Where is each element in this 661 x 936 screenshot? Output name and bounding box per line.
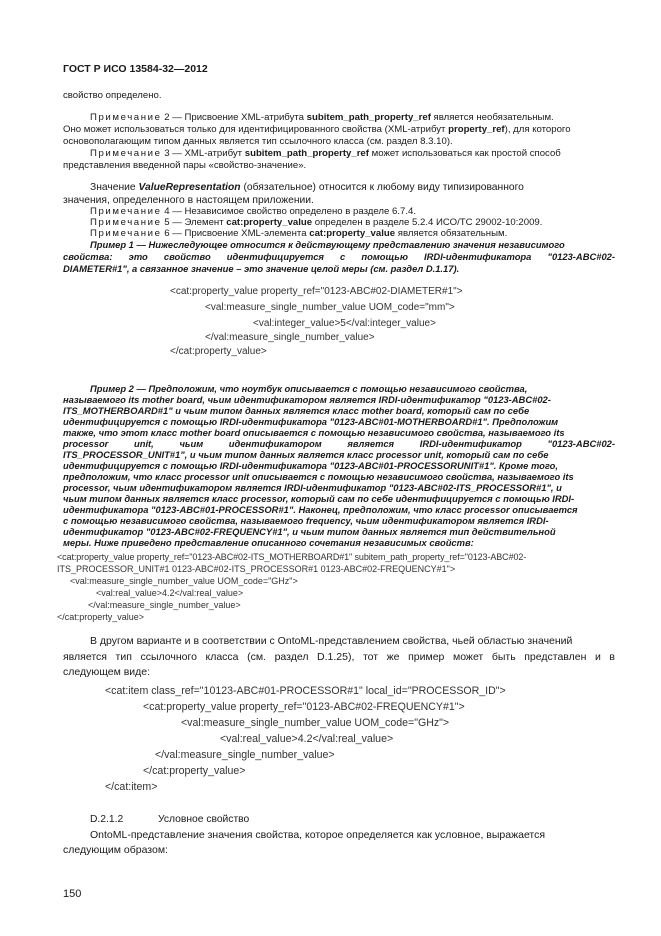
document-header-title: ГОСТ Р ИСО 13584-32—2012 xyxy=(63,63,208,75)
code-line: </val:measure_single_number_value> xyxy=(205,332,375,343)
code-line: <val:real_value>4.2</val:real_value> xyxy=(96,588,244,598)
paragraph-line: следующем виде: xyxy=(63,666,151,678)
paragraph-line: В другом варианте и в соответствии с OntoML-представлением свойства, чьей областью значений xyxy=(90,635,573,647)
example-2-line: ITS_MOTHERBOARD#1" и чьим типом данных является класс mother board, который сам по себе xyxy=(63,405,530,416)
code-line: <val:real_value>4.2</val:real_value> xyxy=(220,733,394,745)
code-line: </cat:property_value> xyxy=(57,612,145,622)
paragraph-line: OntoML-представление значения свойства, которое определяется как условное, выражается xyxy=(90,829,546,841)
code-line: <cat:property_value property_ref="0123-ABC#02-ITS_MOTHERBOARD#1" subitem_path_property_ref="0123-ABC#02- xyxy=(57,552,527,562)
section-title: Условное свойство xyxy=(158,814,250,825)
code-line: </cat:item> xyxy=(105,781,158,793)
example-2-line: идентификатор "0123-ABC#02-FREQUENCY#1", и чьим типом данных является тип действительной xyxy=(63,526,556,537)
note-5: Примечание 5 — Элемент cat:property_value определен в разделе 5.2.4 ИСО/ТС 29002-10:2009. xyxy=(90,217,543,228)
example-2-line: Пример 2 — Предположим, что ноутбук описывается с помощью независимого свойства, xyxy=(90,383,528,394)
example-2-line: с помощью независимого свойства, называемого frequency, чьим идентификатором является IRDI- xyxy=(63,515,549,526)
note-3-line-1: Примечание 3 — XML-атрибут subitem_path_property_ref может использоваться как простой способ xyxy=(90,148,561,159)
example-2-line: идентифицируется с помощью IRDI-идентификатора "0123-ABC#01-PROCESSORUNIT#1". Кроме того, xyxy=(63,460,558,471)
code-line: </cat:property_value> xyxy=(170,346,267,357)
code-line: <cat:property_value property_ref="0123-ABC#02-DIAMETER#1"> xyxy=(170,286,463,297)
code-line: <val:integer_value>5</val:integer_value> xyxy=(253,318,436,329)
example-1-line-2: свойства: это свойство идентифицируется с помощью IRDI-идентификатора "0123-ABC#02- xyxy=(63,251,615,262)
value-representation-line-2: значения, определенного в настоящем приложении. xyxy=(63,195,314,206)
example-2-line: ITS_PROCESSOR_UNIT#1", и чьим типом данных является класс processor unit, который сам по себе xyxy=(63,449,549,460)
note-2-line-2: Оно может использоваться только для идентифицированного свойства (XML-атрибут property_ref), для которого xyxy=(63,124,571,135)
code-line: <val:measure_single_number_value UOM_code="GHz"> xyxy=(70,576,298,586)
example-1-line-1: Пример 1 — Нижеследующее относится к действующему представлению значения независимого xyxy=(90,239,565,250)
value-representation-line-1: Значение ValueRepresentation (обязательное) относится к любому виду типизированного xyxy=(90,182,524,193)
text-line: свойство определено. xyxy=(63,90,162,101)
note-2-line-1: Примечание 2 — Присвоение XML-атрибута subitem_path_property_ref является необязательным. xyxy=(90,112,554,123)
example-2-line: processor unit, чьим идентификатором является IRDI-идентификатор "0123-ABC#02- xyxy=(63,438,615,449)
code-line: </cat:property_value> xyxy=(143,765,246,777)
section-number: D.2.1.2 xyxy=(90,814,124,825)
example-2-line: предположим, что класс processor unit описывается с помощью независимого свойства, называемого its xyxy=(63,471,574,482)
note-6: Примечание 6 — Присвоение XML-элемента cat:property_value является обязательным. xyxy=(90,228,508,239)
paragraph-line: является тип ссылочного класса (см. раздел D.1.25), тот же пример может быть представлен и в xyxy=(63,651,615,663)
code-line: </val:measure_single_number_value> xyxy=(155,749,335,761)
note-4: Примечание 4 — Независимое свойство определено в разделе 6.7.4. xyxy=(90,206,417,217)
code-line: <cat:property_value property_ref="0123-ABC#02-FREQUENCY#1"> xyxy=(143,701,465,713)
code-line: ITS_PROCESSOR_UNIT#1 0123-ABC#02-ITS_PROCESSOR#1 0123-ABC#02-FREQUENCY#1"> xyxy=(57,564,456,574)
page-number: 150 xyxy=(63,888,82,900)
code-line: <cat:item class_ref="10123-ABC#01-PROCESSOR#1" local_id="PROCESSOR_ID"> xyxy=(105,685,506,697)
example-2-line: также, что этот класс mother board описывается с помощью независимого свойства, называемого its xyxy=(63,427,565,438)
example-1-line-3: DIAMETER#1", а связанное значение – это значение целой меры (см. раздел D.1.17). xyxy=(63,263,460,274)
code-line: <val:measure_single_number_value UOM_code="mm"> xyxy=(205,302,455,313)
example-2-line: processor, чьим идентификатором является IRDI-идентификатор "0123-ABC#02-ITS_PROCESSOR#1", и xyxy=(63,482,562,493)
note-3-line-2: представления введенной пары «свойство-значение». xyxy=(63,160,307,171)
paragraph-line: следующим образом: xyxy=(63,844,168,856)
code-line: <val:measure_single_number_value UOM_code="GHz"> xyxy=(181,717,450,729)
example-2-line: идентификатора "0123-ABC#01-PROCESSOR#1". Наконец, предположим, что класс processor описывается xyxy=(63,504,578,515)
example-2-line: меры. Ниже приведено представление описанного сочетания независимых свойств: xyxy=(63,537,474,548)
example-2-line: чьим типом данных является класс processor, который сам по себе идентифицируется с помощью IRDI- xyxy=(63,493,575,504)
note-2-line-3: основополагающим типом данных является тип ссылочного класса (см. раздел 8.3.10). xyxy=(63,136,453,147)
code-line: </val:measure_single_number_value> xyxy=(88,600,241,610)
example-2-line: называемого its mother board, чьим идентификатором является IRDI-идентификатор "0123-ABC#02- xyxy=(63,394,551,405)
example-2-line: идентифицируется с помощью IRDI-идентификатора "0123-ABC#01-MOTHERBOARD#1". Предположим xyxy=(63,416,559,427)
